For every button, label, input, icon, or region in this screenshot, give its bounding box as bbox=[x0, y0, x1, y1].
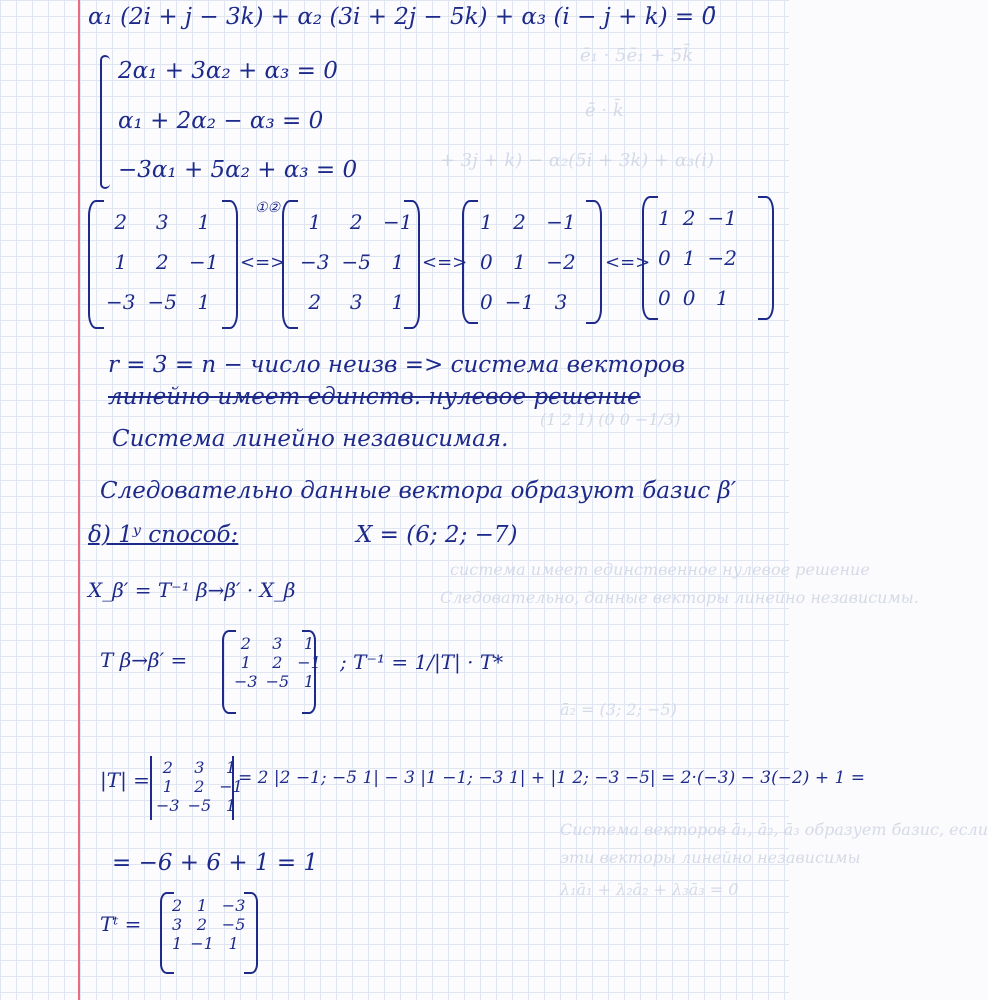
determinant-label: |T| = bbox=[100, 768, 150, 792]
basis-conclusion: Следовательно данные вектора образуют базис β′ bbox=[100, 478, 737, 504]
matrix-4: 1 2 −1 0 1 −2 0 0 1 bbox=[658, 206, 737, 310]
transpose-matrix: 2 1 −3 3 2 −5 1 −1 1 bbox=[172, 896, 246, 953]
show-through-text: система имеет единственное нулевое решение bbox=[450, 560, 870, 579]
equivalence-arrow: <=> bbox=[240, 252, 286, 273]
t-matrix-label: T β→β′ = bbox=[100, 648, 188, 672]
margin-line bbox=[78, 0, 80, 1000]
t-matrix-right-paren bbox=[302, 630, 316, 714]
matrix-1: 2 3 1 1 2 −1 −3 −5 1 bbox=[106, 210, 219, 314]
matrix-2-right-paren bbox=[404, 200, 420, 329]
show-through-text: Система векторов ā₁, ā₂, ā₃ образует базис, если bbox=[560, 820, 988, 839]
row-swap-note: ①② bbox=[255, 200, 281, 216]
show-through-text: + 3j + k) − α₂(5i + 3k) + α₃(i) bbox=[440, 150, 715, 171]
matrix-3-right-paren bbox=[586, 200, 602, 324]
system-brace bbox=[100, 55, 110, 189]
matrix-2: 1 2 −1 −3 −5 1 2 3 1 bbox=[300, 210, 413, 314]
t-matrix: 2 3 1 1 2 −1 −3 −5 1 bbox=[234, 634, 321, 691]
inverse-formula: ; T⁻¹ = 1/|T| · T* bbox=[340, 650, 504, 674]
coordinate-transform-formula: X_β′ = T⁻¹ β→β′ · X_β bbox=[88, 578, 296, 602]
equivalence-arrow: <=> bbox=[605, 252, 651, 273]
independence-conclusion: Система линейно независимая. bbox=[112, 426, 509, 452]
x-vector: X = (6; 2; −7) bbox=[356, 522, 518, 548]
linear-combination-equation: α₁ (2i + j − 3k) + α₂ (3i + 2j − 5k) + α₃ (i − j + k) = 0̄ bbox=[88, 4, 717, 30]
matrix-1-right-paren bbox=[222, 200, 238, 329]
show-through-text: ē · k̄ bbox=[585, 100, 624, 121]
matrix-4-right-paren bbox=[758, 196, 774, 320]
show-through-text: ā₂ = (3; 2; −5) bbox=[560, 700, 677, 719]
determinant-matrix: 2 3 1 1 2 −1 −3 −5 1 bbox=[156, 758, 243, 815]
system-eq-2: α₁ + 2α₂ − α₃ = 0 bbox=[118, 108, 324, 134]
matrix-3: 1 2 −1 0 1 −2 0 −1 3 bbox=[480, 210, 576, 314]
tt-matrix-right-paren bbox=[244, 892, 258, 974]
show-through-text: (1 2 1) (0 0 −1/3) bbox=[540, 410, 681, 429]
determinant-expansion: = 2 |2 −1; −5 1| − 3 |1 −1; −3 1| + |1 2; −3 −5| = 2·(−3) − 3(−2) + 1 = bbox=[238, 768, 865, 788]
show-through-text: Следовательно, данные векторы линейно независимы. bbox=[440, 588, 919, 607]
equivalence-arrow: <=> bbox=[422, 252, 468, 273]
show-through-text: λ₁ā₁ + λ₂ā₂ + λ₃ā₃ = 0̄ bbox=[560, 880, 739, 899]
struck-statement: линейно имеет единств. нулевое решение bbox=[108, 384, 641, 410]
show-through-text: ē₁ · 5ē₁ + 5k̄ bbox=[580, 45, 694, 66]
transpose-label: Tᵗ = bbox=[100, 912, 142, 936]
det-bar-right bbox=[232, 756, 234, 820]
determinant-result: = −6 + 6 + 1 = 1 bbox=[112, 850, 319, 876]
method-label: δ) 1ʸ способ: bbox=[88, 522, 239, 548]
rank-statement: r = 3 = n − число неизв => система векторов bbox=[108, 352, 686, 378]
show-through-text: эти векторы линейно независимы bbox=[560, 848, 861, 867]
system-eq-1: 2α₁ + 3α₂ + α₃ = 0 bbox=[118, 58, 338, 84]
system-eq-3: −3α₁ + 5α₂ + α₃ = 0 bbox=[118, 157, 358, 183]
